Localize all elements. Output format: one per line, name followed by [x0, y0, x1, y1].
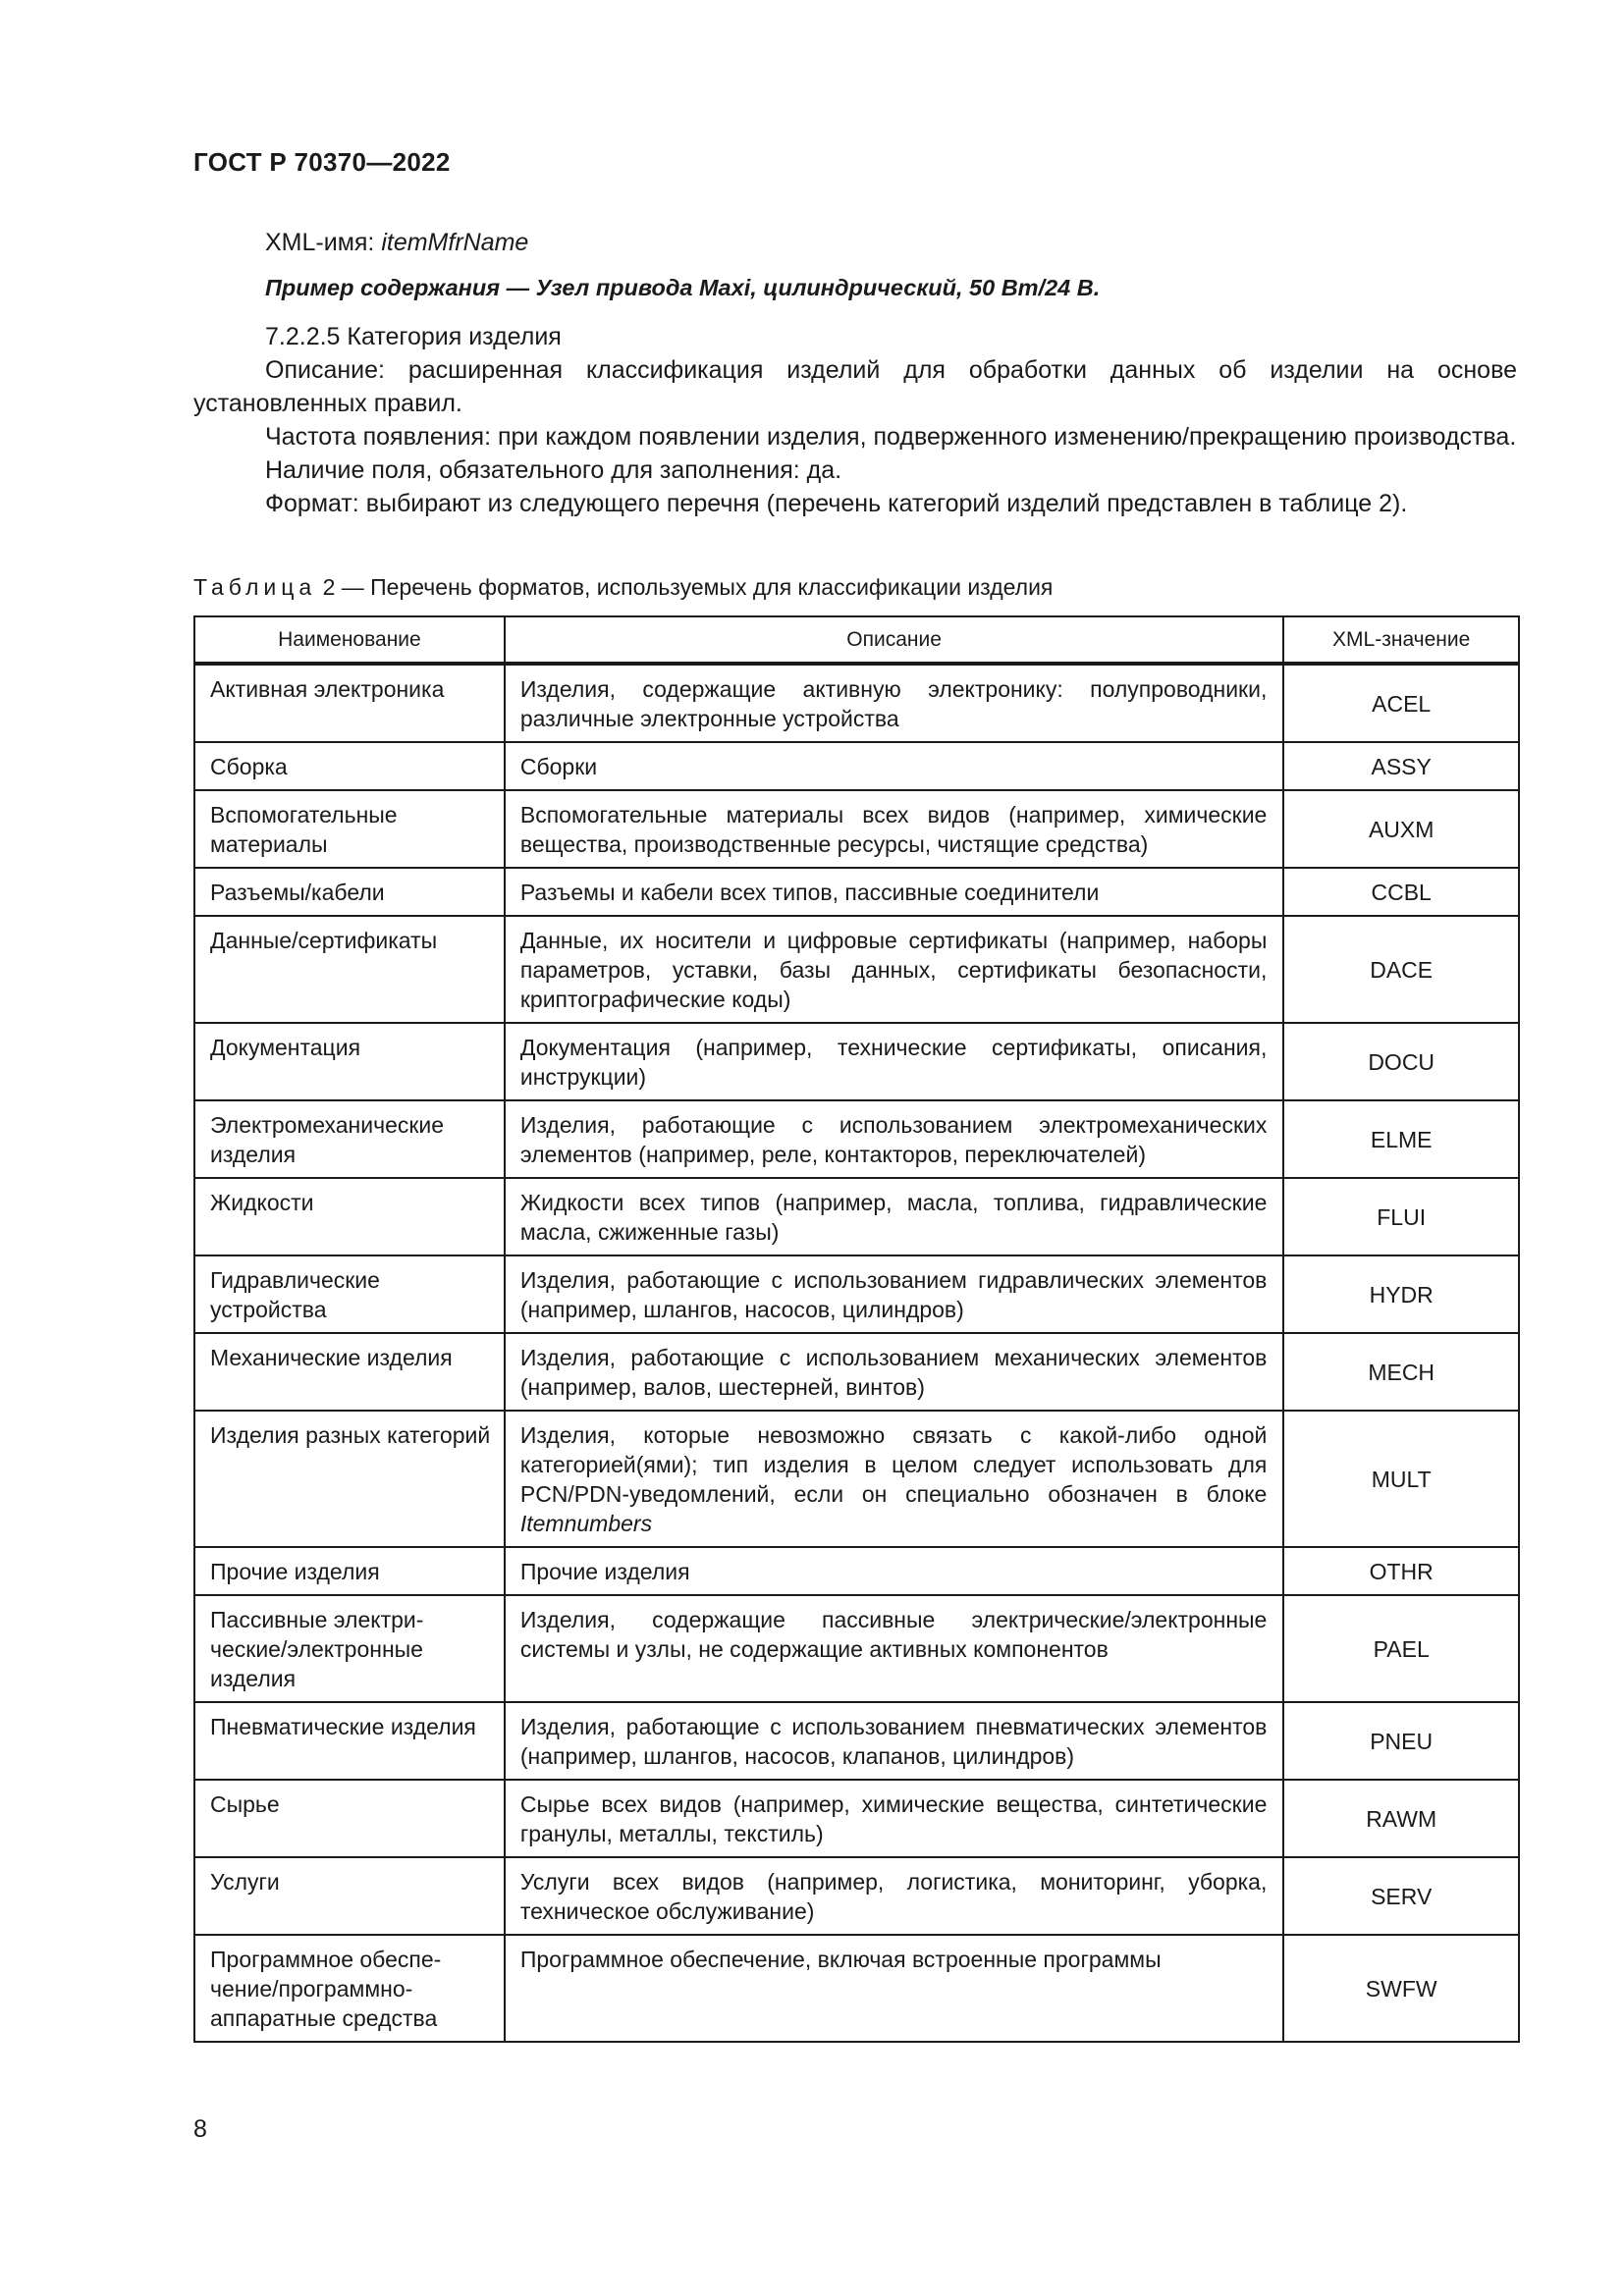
table-row [194, 1702, 1519, 1780]
category-description [505, 1547, 1284, 1595]
category-xml-value: MECH [1283, 1333, 1519, 1411]
table-row [194, 868, 1519, 916]
header-description: Описание [505, 616, 1284, 664]
category-description [505, 1255, 1284, 1333]
category-description-text: Изделия, работающие с использованием пневматических элементов (например, шлангов, насосов, клапанов, цилиндров) [519, 1714, 1268, 1769]
category-xml-value: OTHR [1283, 1547, 1519, 1595]
category-description [505, 1780, 1284, 1857]
category-description-text: Вспомогательные материалы всех видов (например, химические вещества, производственные ресурсы, чистящие средства) [519, 802, 1268, 857]
category-name: Услуги [194, 1857, 505, 1935]
table-row [194, 1023, 1519, 1100]
category-name: Сырье [194, 1780, 505, 1857]
category-description-text: Изделия, работающие с использованием механических элементов (например, валов, шестерней, винтов) [519, 1345, 1268, 1400]
table-row [194, 1595, 1519, 1702]
table-row [194, 742, 1519, 790]
category-name: Изделия разных категорий [194, 1411, 505, 1547]
category-description-text: Сырье всех видов (например, химические вещества, синтетические гранулы, металлы, текстиль) [519, 1791, 1268, 1846]
category-description [505, 1935, 1284, 2042]
category-description-italic: Itemnumbers [519, 1511, 653, 1536]
header-xml-value: XML-значение [1283, 616, 1519, 664]
table-caption [193, 574, 1053, 601]
standard-header: ГОСТ Р 70370—2022 [193, 147, 451, 177]
table-row [194, 1780, 1519, 1857]
table-row [194, 1935, 1519, 2042]
category-description [505, 1411, 1284, 1547]
table-row [194, 1857, 1519, 1935]
category-name: Активная электроника [194, 664, 505, 742]
category-xml-value: SERV [1283, 1857, 1519, 1935]
category-xml-value: ELME [1283, 1100, 1519, 1178]
category-description-text: Документация (например, технические сертификаты, описания, инструкции) [519, 1035, 1268, 1090]
frequency-paragraph: Частота появления: при каждом появлении изделия, подверженного изменению/прекращению производства. [265, 423, 1517, 451]
category-xml-value: FLUI [1283, 1178, 1519, 1255]
category-name: Данные/сертификаты [194, 916, 505, 1023]
description-paragraph: Описание: расширенная классификация изделий для обработки данных об изделии на основе установленных правил. [193, 356, 1517, 417]
category-xml-value: ASSY [1283, 742, 1519, 790]
category-description-text: Сборки [519, 754, 598, 779]
category-name: Программное обеспечение/программно-аппаратные средства [194, 1935, 505, 2042]
example-line [193, 271, 1517, 304]
mandatory-paragraph: Наличие поля, обязательного для заполнения: да. [265, 456, 842, 484]
category-description-text: Изделия, содержащие активную электронику: полупроводники, различные электронные устройства [519, 676, 1268, 731]
table-caption-text: 2 — Перечень форматов, используемых для классификации изделия [316, 574, 1054, 600]
category-xml-value: MULT [1283, 1411, 1519, 1547]
category-description [505, 1333, 1284, 1411]
category-xml-value: PAEL [1283, 1595, 1519, 1702]
category-description [505, 664, 1284, 742]
category-xml-value: PNEU [1283, 1702, 1519, 1780]
category-name: Пассивные электрические/электронные изделия [194, 1595, 505, 1702]
category-xml-value: DACE [1283, 916, 1519, 1023]
category-description [505, 1857, 1284, 1935]
table-row [194, 1411, 1519, 1547]
xml-name-label: XML-имя: [265, 229, 382, 256]
table-row [194, 1100, 1519, 1178]
category-xml-value: RAWM [1283, 1780, 1519, 1857]
table-caption-prefix: Таблица [193, 574, 317, 600]
category-description-text: Программное обеспечение, включая встроенные программы [519, 1947, 1162, 1972]
table-body [194, 664, 1519, 2042]
category-xml-value: ACEL [1283, 664, 1519, 742]
category-description-text: Прочие изделия [519, 1559, 690, 1584]
category-description-text: Жидкости всех типов (например, масла, топлива, гидравлические масла, сжиженные газы) [519, 1190, 1268, 1245]
category-xml-value: CCBL [1283, 868, 1519, 916]
category-name: Жидкости [194, 1178, 505, 1255]
example-text: Пример содержания — Узел привода Maxi, цилиндрический, 50 Вт/24 В. [265, 275, 1101, 300]
category-description-text: Разъемы и кабели всех типов, пассивные соединители [519, 880, 1100, 905]
table-header-row [194, 616, 1519, 664]
category-name: Сборка [194, 742, 505, 790]
category-name: Прочие изделия [194, 1547, 505, 1595]
table-row [194, 1333, 1519, 1411]
category-name: Механические изделия [194, 1333, 505, 1411]
category-description-text: Изделия, содержащие пассивные электрические/электронные системы и узлы, не содержащие активных компонентов [519, 1607, 1268, 1662]
table-row [194, 1178, 1519, 1255]
section-block [193, 320, 1517, 520]
category-name: Гидравлические устройства [194, 1255, 505, 1333]
category-xml-value: HYDR [1283, 1255, 1519, 1333]
category-description [505, 916, 1284, 1023]
xml-name-line [193, 226, 1517, 259]
category-xml-value: SWFW [1283, 1935, 1519, 2042]
category-description-text: Данные, их носители и цифровые сертификаты (например, наборы параметров, уставки, базы данных, сертификаты безопасности, криптографические коды) [519, 928, 1268, 1012]
category-xml-value: AUXM [1283, 790, 1519, 868]
category-name: Электромеханические изделия [194, 1100, 505, 1178]
category-name: Пневматические изделия [194, 1702, 505, 1780]
table-row [194, 916, 1519, 1023]
category-description [505, 1702, 1284, 1780]
xml-name-value: itemMfrName [381, 229, 529, 256]
category-name: Вспомогательные материалы [194, 790, 505, 868]
page-number: 8 [193, 2115, 207, 2143]
category-name: Документация [194, 1023, 505, 1100]
category-description [505, 1178, 1284, 1255]
category-description-text: Услуги всех видов (например, логистика, мониторинг, уборка, техническое обслуживание) [519, 1869, 1268, 1924]
category-description [505, 1023, 1284, 1100]
category-description-text: Изделия, которые невозможно связать с какой-либо одной категорией(ями); тип изделия в целом следует использовать для PCN/PDN-уведомлений, если он специально обозначен в блоке [519, 1422, 1268, 1507]
category-xml-value: DOCU [1283, 1023, 1519, 1100]
category-description-text: Изделия, работающие с использованием электромеханических элементов (например, реле, контакторов, переключателей) [519, 1112, 1268, 1167]
category-description-text: Изделия, работающие с использованием гидравлических элементов (например, шлангов, насосов, цилиндров) [519, 1267, 1268, 1322]
table-row [194, 1255, 1519, 1333]
category-name: Разъемы/кабели [194, 868, 505, 916]
category-description [505, 742, 1284, 790]
table-row [194, 1547, 1519, 1595]
category-description [505, 1100, 1284, 1178]
table-row [194, 790, 1519, 868]
category-description [505, 790, 1284, 868]
format-paragraph: Формат: выбирают из следующего перечня (перечень категорий изделий представлен в таблице 2). [265, 490, 1408, 517]
category-description [505, 868, 1284, 916]
section-title: 7.2.2.5 Категория изделия [265, 323, 562, 350]
header-name: Наименование [194, 616, 505, 664]
category-table [193, 615, 1520, 2043]
category-description [505, 1595, 1284, 1702]
table-row [194, 664, 1519, 742]
